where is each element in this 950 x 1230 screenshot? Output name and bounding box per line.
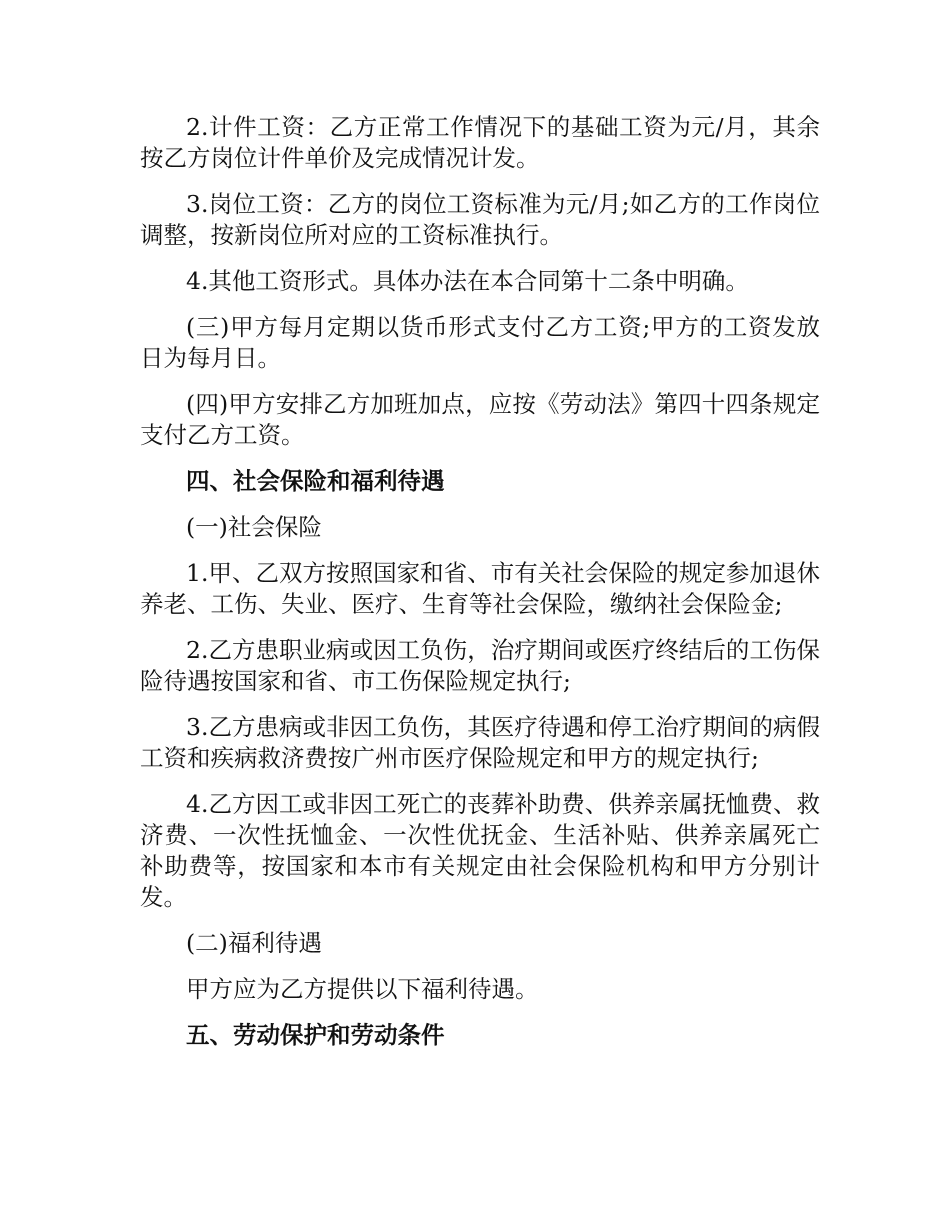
paragraph-insurance-participation: 1.甲、乙双方按照国家和省、市有关社会保险的规定参加退休养老、工伤、失业、医疗、生育等社会保险，缴纳社会保险金; (140, 559, 820, 618)
paragraph-sick-leave: 3.乙方患病或非因工负伤，其医疗待遇和停工治疗期间的病假工资和疾病救济费按广州市医疗保险规定和甲方的规定执行; (140, 713, 820, 772)
subheading-social-insurance: (一)社会保险 (186, 513, 322, 541)
document-page (140, 112, 820, 1066)
paragraph-overtime-pay: (四)甲方安排乙方加班加点，应按《劳动法》第四十四条规定支付乙方工资。 (140, 390, 820, 449)
subheading-welfare: (二)福利待遇 (186, 929, 322, 957)
paragraph-death-benefits: 4.乙方因工或非因工死亡的丧葬补助费、供养亲属抚恤费、救济费、一次性抚恤金、一次性优抚金、生活补贴、供养亲属死亡补助费等，按国家和本市有关规定由社会保险机构和甲方分别计发。 (140, 790, 820, 911)
section-heading-labor-protection: 五、劳动保护和劳动条件 (186, 1021, 445, 1049)
paragraph-welfare-provision: 甲方应为乙方提供以下福利待遇。 (186, 975, 539, 1003)
paragraph-post-wage: 3.岗位工资：乙方的岗位工资标准为元/月;如乙方的工作岗位调整，按新岗位所对应的工资标准执行。 (140, 190, 820, 249)
paragraph-occupational-injury: 2.乙方患职业病或因工负伤，治疗期间或医疗终结后的工伤保险待遇按国家和省、市工伤保险规定执行; (140, 636, 820, 695)
paragraph-other-wage: 4.其他工资形式。具体办法在本合同第十二条中明确。 (186, 267, 749, 295)
paragraph-wage-payment-date: (三)甲方每月定期以货币形式支付乙方工资;甲方的工资发放日为每月日。 (140, 313, 820, 372)
section-heading-social-insurance: 四、社会保险和福利待遇 (186, 467, 445, 495)
paragraph-piece-wage: 2.计件工资：乙方正常工作情况下的基础工资为元/月，其余按乙方岗位计件单价及完成情况计发。 (140, 113, 820, 172)
